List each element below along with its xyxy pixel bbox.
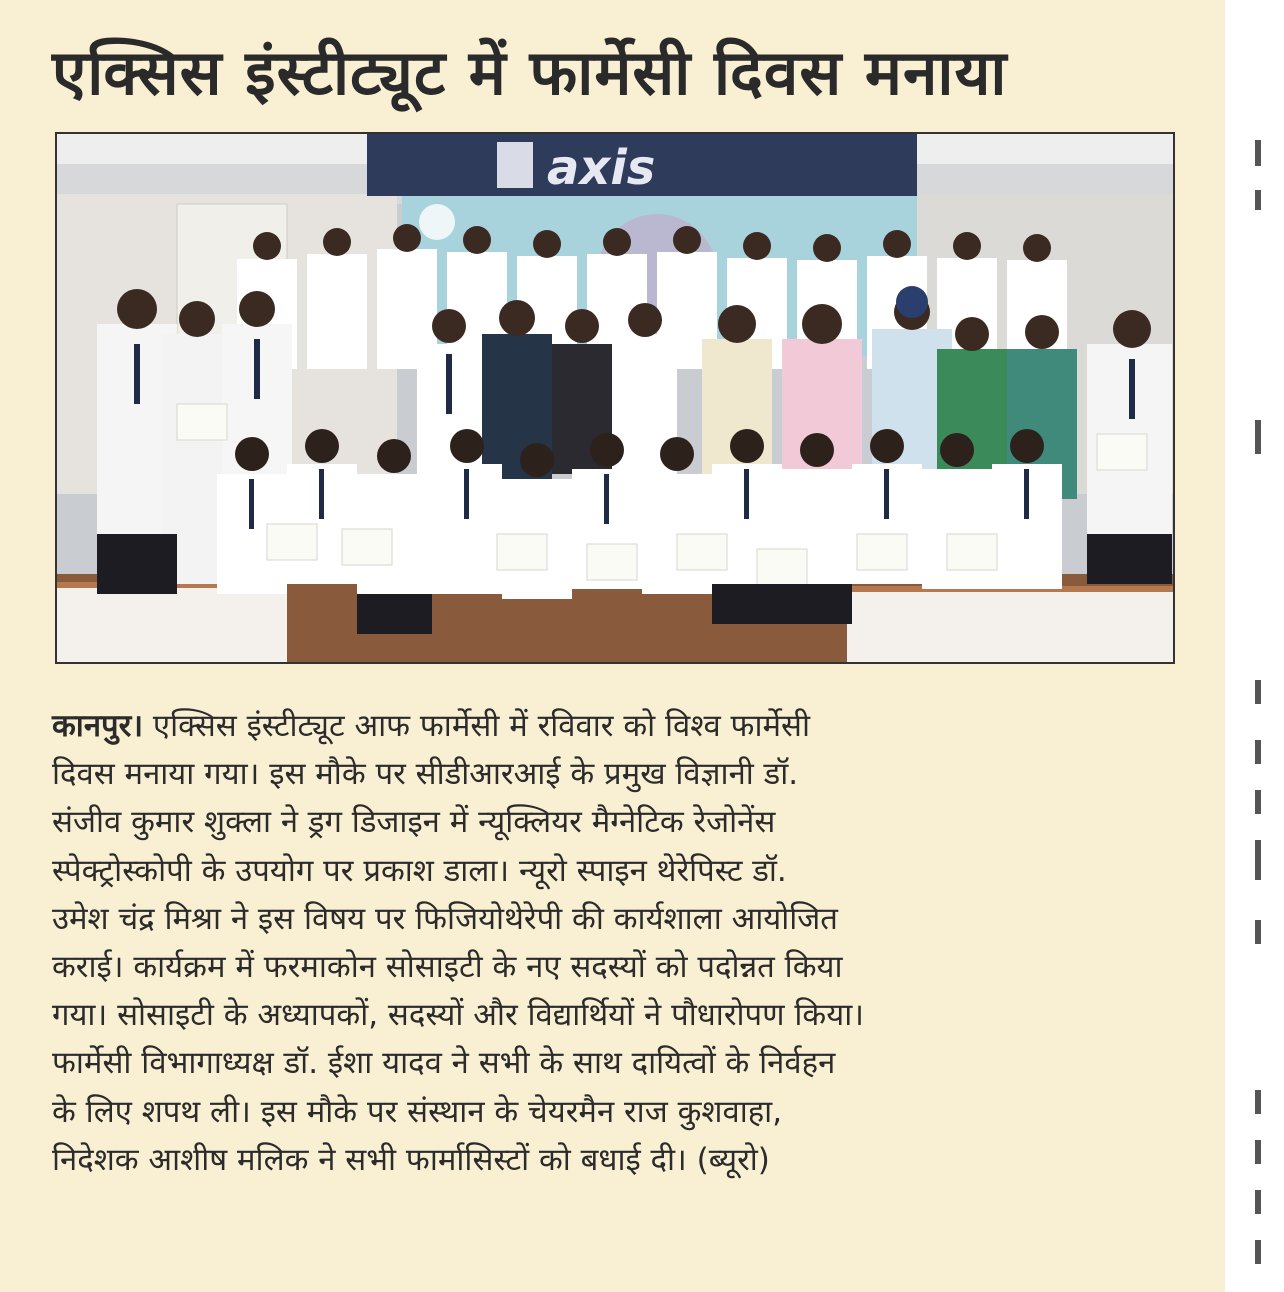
article-line-7: गया। सोसाइटी के अध्यापकों, सदस्यों और विद्यार्थियों ने पौधारोपण किया। <box>52 997 865 1034</box>
article-line-9: के लिए शपथ ली। इस मौके पर संस्थान के चेयरमैन राज कुशवाहा, <box>52 1093 783 1130</box>
headline: एक्सिस इंस्टीट्यूट में फार्मेसी दिवस मनाया <box>52 36 1008 109</box>
article-line-1 <box>52 702 1172 750</box>
adjacent-text-fragment <box>1255 140 1261 166</box>
article-line-6: कराई। कार्यक्रम में फरमाकोन सोसाइटी के नए सदस्यों को पदोन्नत किया <box>52 948 843 985</box>
article-line-1-text: एक्सिस इंस्टीट्यूट आफ फार्मेसी में रविवार को विश्व फार्मेसी <box>143 708 811 744</box>
adjacent-text-fragment <box>1255 1090 1261 1114</box>
group-photo <box>55 132 1175 664</box>
adjacent-text-fragment <box>1255 1190 1261 1214</box>
adjacent-text-fragment <box>1255 680 1261 704</box>
adjacent-text-fragment <box>1255 740 1261 764</box>
adjacent-text-fragment <box>1255 920 1261 944</box>
article-line-8: फार्मेसी विभागाध्यक्ष डॉ. ईशा यादव ने सभी के साथ दायित्वों के निर्वहन <box>52 1045 836 1082</box>
adjacent-text-fragment <box>1255 1240 1261 1264</box>
article-line-3: संजीव कुमार शुक्ला ने ड्रग डिजाइन में न्यूक्लियर मैग्नेटिक रेजोनेंस <box>52 804 776 841</box>
article-line-5: उमेश चंद्र मिश्रा ने इस विषय पर फिजियोथेरेपी की कार्यशाला आयोजित <box>52 900 838 937</box>
adjacent-text-fragment <box>1255 1140 1261 1164</box>
article-body <box>52 702 1172 1184</box>
adjacent-text-fragment <box>1255 840 1261 880</box>
dateline: कानपुर। <box>52 708 144 744</box>
adjacent-column-edge <box>1225 0 1284 1292</box>
adjacent-text-fragment <box>1255 190 1261 210</box>
article-line-4: स्पेक्ट्रोस्कोपी के उपयोग पर प्रकाश डाला। न्यूरो स्पाइन थेरेपिस्ट डॉ. <box>52 852 787 889</box>
adjacent-text-fragment <box>1255 420 1261 454</box>
article-line-10: निदेशक आशीष मलिक ने सभी फार्मासिस्टों को बधाई दी। (ब्यूरो) <box>52 1141 770 1178</box>
banner-logo-text: axis <box>547 140 656 196</box>
adjacent-text-fragment <box>1255 790 1261 814</box>
article-line-2: दिवस मनाया गया। इस मौके पर सीडीआरआई के प्रमुख विज्ञानी डॉ. <box>52 756 799 793</box>
